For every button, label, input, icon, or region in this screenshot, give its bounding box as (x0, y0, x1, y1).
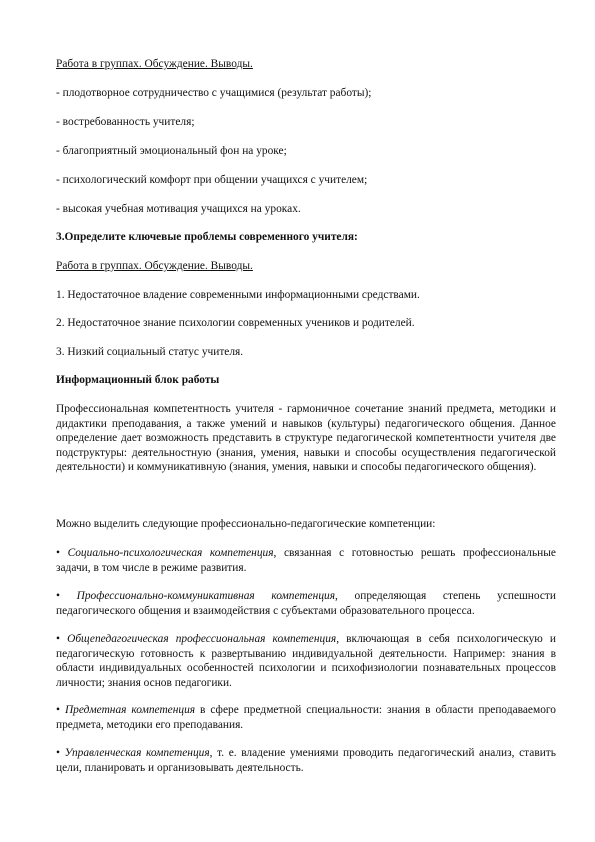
info-block-title: Информационный блок работы (56, 374, 220, 386)
competencies-intro: Можно выделить следующие профессионально-педагогические компетенции: (56, 518, 436, 530)
result-item: - психологический комфорт при общении учащихся с учителем; (56, 174, 368, 186)
competency-item (56, 746, 556, 775)
result-item: - плодотворное сотрудничество с учащимися (результат работы); (56, 87, 372, 99)
competency-item (56, 546, 556, 575)
competency-item (56, 589, 556, 618)
competency-name: Предметная компетенция (64, 704, 196, 716)
bullet: • (56, 547, 68, 559)
result-item: - востребованность учителя; (56, 116, 195, 128)
problems-subheading: Работа в группах. Обсуждение. Выводы. (56, 260, 253, 272)
bullet: • (56, 747, 65, 759)
competency-name: Управленческая компетенция (64, 747, 210, 759)
competence-definition-paragraph: Профессиональная компетентность учителя - гармоничное сочетание знаний предмета, методики и дидактики преподавания, а также умений и навыков (культуры) педагогического общения. Данное определение дает возможность представить в структуре педагогической компетентности учителя две подструктуры: деятельностную (знания, умения, навыки и способы осуществления педагогической деятельности) и коммуникативную (знания, умения, навыки и способы педагогического общения). (56, 403, 556, 473)
problems-title: 3.Определите ключевые проблемы современного учителя: (56, 231, 358, 243)
competency-name: Социально-психологическая компетенция (67, 547, 274, 559)
problem-item: 1. Недостаточное владение современными информационными средствами. (56, 289, 420, 301)
competency-item (56, 703, 556, 732)
bullet: • (56, 704, 65, 716)
competency-description: , определяющая степень успешности педагогического общения и взаимодействия с субъектами образовательного процесса. (56, 590, 556, 617)
group-work-heading: Работа в группах. Обсуждение. Выводы. (56, 58, 253, 70)
problem-item: 3. Низкий социальный статус учителя. (56, 346, 244, 358)
competency-description: , включающая в себя психологическую и педагогическую готовность к развертыванию индивидуальной деятельности. Например: знания в области индивидуальных особенностей психологии и психофизиологии познавательных процессов личности; знания основ педагогики. (56, 633, 556, 689)
competency-description: в сфере предметной специальности: знания в области преподаваемого предмета, методики его преподавания. (56, 704, 556, 731)
competency-description: , связанная с готовностью решать профессиональные задачи, в том числе в режиме развития. (56, 547, 556, 574)
bullet: • (56, 590, 77, 602)
competency-item (56, 632, 556, 690)
competency-description: , т. е. владение умениями проводить педагогический анализ, ставить цели, планировать и организовывать деятельность. (56, 747, 556, 774)
result-item: - высокая учебная мотивация учащихся на уроках. (56, 203, 301, 215)
competency-name: Общепедагогическая профессиональная компетенция (67, 633, 337, 645)
bullet: • (56, 633, 68, 645)
problem-item: 2. Недостаточное знание психологии современных учеников и родителей. (56, 317, 415, 329)
result-item: - благоприятный эмоциональный фон на уроке; (56, 145, 287, 157)
competency-name: Профессионально-коммуникативная компетенция (76, 590, 336, 602)
